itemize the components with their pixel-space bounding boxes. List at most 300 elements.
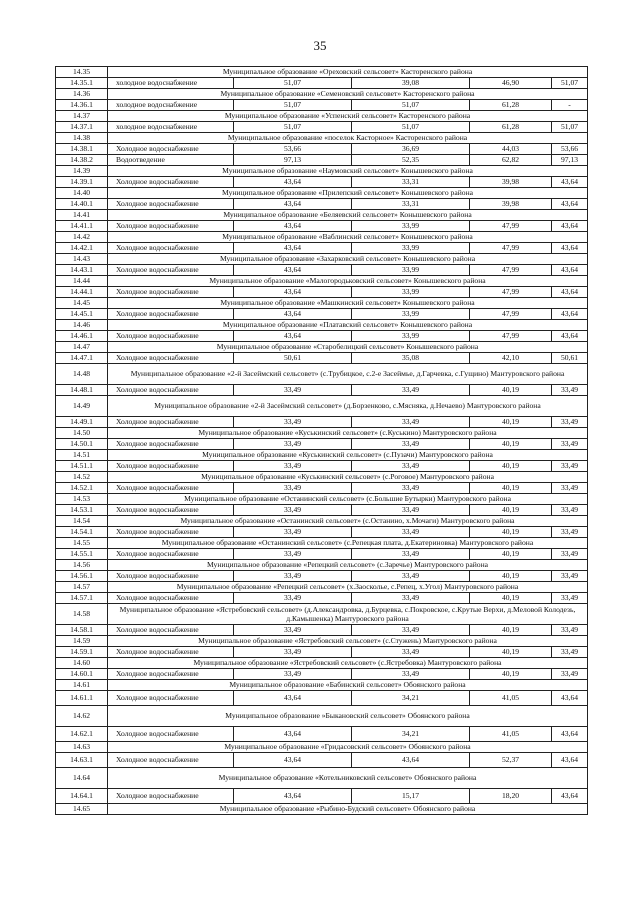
tariff-value: 36,69	[352, 144, 470, 155]
service-name: холодное водоснабжение	[108, 78, 234, 89]
row-code: 14.45	[56, 298, 108, 309]
row-code: 14.49.1	[56, 417, 108, 428]
tariff-value: 61,28	[470, 122, 552, 133]
row-code: 14.59.1	[56, 647, 108, 658]
tariff-value: 50,61	[552, 353, 588, 364]
tariff-value: 33,49	[552, 669, 588, 680]
row-code: 14.46	[56, 320, 108, 331]
tariff-value: 33,49	[234, 625, 352, 636]
tariff-value: 33,49	[552, 571, 588, 582]
table-row	[56, 331, 588, 342]
table-row	[56, 78, 588, 89]
row-code: 14.57	[56, 582, 108, 593]
section-row	[56, 516, 588, 527]
tariff-value: 43,64	[234, 265, 352, 276]
tariff-value: 62,82	[470, 155, 552, 166]
section-row	[56, 680, 588, 691]
row-code: 14.38	[56, 133, 108, 144]
row-code: 14.46.1	[56, 331, 108, 342]
tariff-value: 43,64	[234, 177, 352, 188]
row-code: 14.51.1	[56, 461, 108, 472]
row-code: 14.53.1	[56, 505, 108, 516]
municipality-title: Муниципальное образование «Ястребовский сельсовет» (д.Александровка, д.Бурцевка, с.Покровское, с.Крутые Верхи, д.Меловой Колодезь, д.Камышенка) Мантуровского района	[108, 604, 588, 625]
tariff-value: 33,49	[552, 647, 588, 658]
table-row	[56, 199, 588, 210]
tariff-value: 39,98	[470, 199, 552, 210]
row-code: 14.58	[56, 604, 108, 625]
service-name: Холодное водоснабжение	[108, 549, 234, 560]
section-row	[56, 804, 588, 815]
section-row	[56, 232, 588, 243]
table-row	[56, 571, 588, 582]
section-row	[56, 658, 588, 669]
service-name: Холодное водоснабжение	[108, 221, 234, 232]
tariff-value: 33,31	[352, 199, 470, 210]
municipality-title: Муниципальное образование «Ваблинский сельсовет» Конышевского района	[108, 232, 588, 243]
table-row	[56, 353, 588, 364]
service-name: Холодное водоснабжение	[108, 461, 234, 472]
table-row	[56, 789, 588, 804]
row-code: 14.45.1	[56, 309, 108, 320]
tariff-value: 33,99	[352, 309, 470, 320]
service-name: Холодное водоснабжение	[108, 753, 234, 768]
section-row	[56, 111, 588, 122]
row-code: 14.56.1	[56, 571, 108, 582]
municipality-title: Муниципальное образование «Останинский сельсовет» (с.Большие Бутырки) Мантуровского района	[108, 494, 588, 505]
service-name: Холодное водоснабжение	[108, 439, 234, 450]
tariff-value: 47,99	[470, 265, 552, 276]
row-code: 14.40	[56, 188, 108, 199]
row-code: 14.57.1	[56, 593, 108, 604]
tariff-value: 47,99	[470, 221, 552, 232]
tariff-value: 61,28	[470, 100, 552, 111]
service-name: Холодное водоснабжение	[108, 789, 234, 804]
section-row	[56, 428, 588, 439]
row-code: 14.39.1	[56, 177, 108, 188]
tariff-value: 41,05	[470, 727, 552, 742]
table-row	[56, 155, 588, 166]
tariff-value: 35,08	[352, 353, 470, 364]
section-row	[56, 494, 588, 505]
service-name: холодное водоснабжение	[108, 100, 234, 111]
row-code: 14.35.1	[56, 78, 108, 89]
tariff-value: 40,19	[470, 417, 552, 428]
table-row	[56, 309, 588, 320]
municipality-title: Муниципальное образование «Котельниковский сельсовет» Обоянского района	[108, 768, 588, 789]
tariff-value: 33,49	[352, 505, 470, 516]
section-row	[56, 210, 588, 221]
tariff-value: 39,08	[352, 78, 470, 89]
tariff-value: 33,49	[352, 549, 470, 560]
tariff-value: 51,07	[234, 100, 352, 111]
row-code: 14.63.1	[56, 753, 108, 768]
tariff-value: 97,13	[234, 155, 352, 166]
section-row	[56, 636, 588, 647]
tariff-table-body	[56, 67, 588, 815]
row-code: 14.36	[56, 89, 108, 100]
section-row	[56, 89, 588, 100]
tariff-value: 43,64	[234, 287, 352, 298]
municipality-title: Муниципальное образование «Малогородьковский сельсовет» Конышевского района	[108, 276, 588, 287]
service-name: Холодное водоснабжение	[108, 177, 234, 188]
tariff-value: 43,64	[552, 331, 588, 342]
tariff-value: 43,64	[552, 287, 588, 298]
section-row	[56, 298, 588, 309]
section-row	[56, 768, 588, 789]
row-code: 14.54	[56, 516, 108, 527]
row-code: 14.52.1	[56, 483, 108, 494]
table-row	[56, 100, 588, 111]
tariff-value: 43,64	[552, 727, 588, 742]
row-code: 14.50.1	[56, 439, 108, 450]
row-code: 14.55	[56, 538, 108, 549]
municipality-title: Муниципальное образование «Рыбино-Будский сельсовет» Обоянского района	[108, 804, 588, 815]
row-code: 14.60.1	[56, 669, 108, 680]
municipality-title: Муниципальное образование «Прилепский сельсовет» Конышевского района	[108, 188, 588, 199]
municipality-title: Муниципальное образование «Останинский сельсовет» (с.Репецкая плата, д.Екатериновка) Мантуровского района	[108, 538, 588, 549]
tariff-value: 53,66	[552, 144, 588, 155]
table-row	[56, 549, 588, 560]
tariff-value: 52,37	[470, 753, 552, 768]
service-name: Холодное водоснабжение	[108, 331, 234, 342]
municipality-title: Муниципальное образование «2-й Засеймский сельсовет» (д.Борзенково, с.Мясняка, д.Нечаево) Мантуровского района	[108, 396, 588, 417]
tariff-value: 52,35	[352, 155, 470, 166]
tariff-value: 43,64	[234, 331, 352, 342]
tariff-value: 51,07	[352, 100, 470, 111]
row-code: 14.58.1	[56, 625, 108, 636]
table-row	[56, 265, 588, 276]
tariff-value: 33,49	[352, 527, 470, 538]
tariff-value: 33,49	[552, 593, 588, 604]
section-row	[56, 450, 588, 461]
municipality-title: Муниципальное образование «Ястребовский сельсовет» (с.Стужень) Мантуровского района	[108, 636, 588, 647]
row-code: 14.61.1	[56, 691, 108, 706]
tariff-value: 33,49	[352, 571, 470, 582]
row-code: 14.37	[56, 111, 108, 122]
tariff-value: 33,99	[352, 221, 470, 232]
row-code: 14.51	[56, 450, 108, 461]
tariff-value: 53,66	[234, 144, 352, 155]
service-name: Холодное водоснабжение	[108, 593, 234, 604]
row-code: 14.42	[56, 232, 108, 243]
row-code: 14.37.1	[56, 122, 108, 133]
table-row	[56, 461, 588, 472]
service-name: холодное водоснабжение	[108, 122, 234, 133]
tariff-value: 33,49	[234, 417, 352, 428]
row-code: 14.48.1	[56, 385, 108, 396]
tariff-value: 33,49	[234, 461, 352, 472]
tariff-value: 40,19	[470, 385, 552, 396]
municipality-title: Муниципальное образование «Репецкий сельсовет» (с.Заречье) Мантуровского района	[108, 560, 588, 571]
service-name: Холодное водоснабжение	[108, 527, 234, 538]
table-row	[56, 505, 588, 516]
tariff-value: 47,99	[470, 309, 552, 320]
row-code: 14.48	[56, 364, 108, 385]
tariff-value: 33,49	[552, 483, 588, 494]
table-row	[56, 669, 588, 680]
tariff-value: 33,49	[234, 385, 352, 396]
table-row	[56, 593, 588, 604]
tariff-value: 43,64	[552, 243, 588, 254]
tariff-value: 40,19	[470, 527, 552, 538]
service-name: Водоотведение	[108, 155, 234, 166]
section-row	[56, 188, 588, 199]
section-row	[56, 320, 588, 331]
service-name: Холодное водоснабжение	[108, 571, 234, 582]
section-row	[56, 472, 588, 483]
service-name: Холодное водоснабжение	[108, 691, 234, 706]
tariff-value: 43,64	[352, 753, 470, 768]
municipality-title: Муниципальное образование «Куськинский сельсовет» (с.Пузачи) Мантуровского района	[108, 450, 588, 461]
section-row	[56, 604, 588, 625]
section-row	[56, 706, 588, 727]
service-name: Холодное водоснабжение	[108, 144, 234, 155]
table-row	[56, 177, 588, 188]
row-code: 14.62.1	[56, 727, 108, 742]
row-code: 14.40.1	[56, 199, 108, 210]
row-code: 14.41.1	[56, 221, 108, 232]
tariff-value: 33,49	[352, 669, 470, 680]
municipality-title: Муниципальное образование «поселок Касторное» Касторенского района	[108, 133, 588, 144]
tariff-value: 40,19	[470, 483, 552, 494]
row-code: 14.39	[56, 166, 108, 177]
tariff-value: 33,49	[234, 483, 352, 494]
tariff-value: 15,17	[352, 789, 470, 804]
tariff-value: 41,05	[470, 691, 552, 706]
page-number: 35	[313, 38, 327, 53]
row-code: 14.52	[56, 472, 108, 483]
service-name: Холодное водоснабжение	[108, 417, 234, 428]
tariff-value: 40,19	[470, 439, 552, 450]
tariff-value: 43,64	[234, 789, 352, 804]
tariff-value: 42,10	[470, 353, 552, 364]
municipality-title: Муниципальное образование «Гридасовский сельсовет» Обоянского района	[108, 742, 588, 753]
tariff-value: 47,99	[470, 243, 552, 254]
tariff-value: 33,99	[352, 287, 470, 298]
tariff-value: 33,49	[234, 647, 352, 658]
row-code: 14.38.1	[56, 144, 108, 155]
municipality-title: Муниципальное образование «Старобелицкий сельсовет» Конышевского района	[108, 342, 588, 353]
tariff-value: -	[552, 100, 588, 111]
municipality-title: Муниципальное образование «Куськинский сельсовет» (с.Куськино) Мантуровского района	[108, 428, 588, 439]
table-row	[56, 727, 588, 742]
municipality-title: Муниципальное образование «Куськинский сельсовет» (с.Роговое) Мантуровского района	[108, 472, 588, 483]
row-code: 14.64.1	[56, 789, 108, 804]
row-code: 14.62	[56, 706, 108, 727]
service-name: Холодное водоснабжение	[108, 647, 234, 658]
tariff-value: 33,49	[352, 417, 470, 428]
table-row	[56, 287, 588, 298]
service-name: Холодное водоснабжение	[108, 265, 234, 276]
municipality-title: Муниципальное образование «Успенский сельсовет» Касторенского района	[108, 111, 588, 122]
section-row	[56, 67, 588, 78]
tariff-value: 50,61	[234, 353, 352, 364]
tariff-value: 44,03	[470, 144, 552, 155]
tariff-value: 46,90	[470, 78, 552, 89]
row-code: 14.54.1	[56, 527, 108, 538]
section-row	[56, 166, 588, 177]
municipality-title: Муниципальное образование «Бабинский сельсовет» Обоянского района	[108, 680, 588, 691]
section-row	[56, 254, 588, 265]
section-row	[56, 538, 588, 549]
municipality-title: Муниципальное образование «Останинский сельсовет» (с.Останино, х.Мочаги) Мантуровского района	[108, 516, 588, 527]
tariff-value: 43,64	[234, 221, 352, 232]
service-name: Холодное водоснабжение	[108, 287, 234, 298]
tariff-value: 51,07	[234, 78, 352, 89]
tariff-value: 43,64	[234, 753, 352, 768]
row-code: 14.44	[56, 276, 108, 287]
table-row	[56, 221, 588, 232]
tariff-value: 33,49	[234, 593, 352, 604]
row-code: 14.38.2	[56, 155, 108, 166]
row-code: 14.59	[56, 636, 108, 647]
municipality-title: Муниципальное образование «Захарковский сельсовет» Конышевского района	[108, 254, 588, 265]
tariff-value: 34,21	[352, 727, 470, 742]
row-code: 14.35	[56, 67, 108, 78]
row-code: 14.55.1	[56, 549, 108, 560]
municipality-title: Муниципальное образование «Ястребовский сельсовет» (с.Ястребовка) Мантуровского района	[108, 658, 588, 669]
section-row	[56, 133, 588, 144]
tariff-table	[55, 66, 588, 815]
table-row	[56, 122, 588, 133]
table-row	[56, 417, 588, 428]
service-name: Холодное водоснабжение	[108, 353, 234, 364]
service-name: Холодное водоснабжение	[108, 309, 234, 320]
section-row	[56, 276, 588, 287]
tariff-value: 43,64	[234, 309, 352, 320]
tariff-value: 33,31	[352, 177, 470, 188]
table-row	[56, 753, 588, 768]
tariff-value: 33,49	[552, 385, 588, 396]
tariff-value: 33,49	[352, 439, 470, 450]
tariff-value: 40,19	[470, 625, 552, 636]
service-name: Холодное водоснабжение	[108, 483, 234, 494]
municipality-title: Муниципальное образование «Машкинский сельсовет» Конышевского района	[108, 298, 588, 309]
tariff-value: 43,64	[552, 753, 588, 768]
tariff-value: 33,49	[234, 549, 352, 560]
tariff-value: 33,49	[552, 461, 588, 472]
row-code: 14.47.1	[56, 353, 108, 364]
tariff-value: 33,49	[352, 461, 470, 472]
tariff-value: 43,64	[552, 691, 588, 706]
service-name: Холодное водоснабжение	[108, 669, 234, 680]
municipality-title: Муниципальное образование «Репецкий сельсовет» (х.Заосколье, с.Репец, х.Угол) Мантуровского района	[108, 582, 588, 593]
tariff-value: 33,49	[552, 505, 588, 516]
tariff-value: 33,49	[234, 669, 352, 680]
tariff-value: 43,64	[234, 199, 352, 210]
tariff-value: 40,19	[470, 461, 552, 472]
tariff-value: 33,99	[352, 243, 470, 254]
tariff-value: 40,19	[470, 669, 552, 680]
municipality-title: Муниципальное образование »Быкановский сельсовет» Обоянского района	[108, 706, 588, 727]
table-row	[56, 144, 588, 155]
table-row	[56, 385, 588, 396]
service-name: Холодное водоснабжение	[108, 385, 234, 396]
tariff-value: 33,49	[352, 593, 470, 604]
tariff-value: 33,49	[552, 527, 588, 538]
tariff-value: 33,49	[352, 625, 470, 636]
tariff-value: 33,99	[352, 331, 470, 342]
tariff-value: 40,19	[470, 549, 552, 560]
tariff-value: 51,07	[352, 122, 470, 133]
tariff-value: 43,64	[552, 309, 588, 320]
row-code: 14.60	[56, 658, 108, 669]
tariff-value: 33,49	[234, 505, 352, 516]
row-code: 14.49	[56, 396, 108, 417]
tariff-value: 47,99	[470, 287, 552, 298]
table-row	[56, 625, 588, 636]
tariff-value: 34,21	[352, 691, 470, 706]
section-row	[56, 560, 588, 571]
table-row	[56, 647, 588, 658]
tariff-value: 47,99	[470, 331, 552, 342]
section-row	[56, 582, 588, 593]
tariff-value: 33,49	[552, 549, 588, 560]
service-name: Холодное водоснабжение	[108, 243, 234, 254]
tariff-value: 33,49	[352, 385, 470, 396]
table-row	[56, 243, 588, 254]
tariff-value: 40,19	[470, 505, 552, 516]
section-row	[56, 342, 588, 353]
service-name: Холодное водоснабжение	[108, 199, 234, 210]
service-name: Холодное водоснабжение	[108, 505, 234, 516]
tariff-value: 40,19	[470, 647, 552, 658]
municipality-title: Муниципальное образование «2-й Засеймский сельсовет» (с.Трубицкое, с.2-е Засеймье, д.Гарчевка, с.Гущино) Мантуровского района	[108, 364, 588, 385]
municipality-title: Муниципальное образование «Беляевский сельсовет» Конышевского района	[108, 210, 588, 221]
tariff-value: 43,64	[234, 727, 352, 742]
tariff-value: 43,64	[552, 177, 588, 188]
tariff-value: 97,13	[552, 155, 588, 166]
row-code: 14.47	[56, 342, 108, 353]
service-name: Холодное водоснабжение	[108, 625, 234, 636]
row-code: 14.44.1	[56, 287, 108, 298]
tariff-value: 33,49	[552, 417, 588, 428]
row-code: 14.43	[56, 254, 108, 265]
tariff-value: 39,98	[470, 177, 552, 188]
municipality-title: Муниципальное образование «Семеновский сельсовет» Касторенского района	[108, 89, 588, 100]
municipality-title: Муниципальное образование «Наумовский сельсовет» Конышевского района	[108, 166, 588, 177]
tariff-value: 51,07	[234, 122, 352, 133]
tariff-value: 43,64	[552, 221, 588, 232]
table-row	[56, 691, 588, 706]
row-code: 14.64	[56, 768, 108, 789]
row-code: 14.63	[56, 742, 108, 753]
tariff-value: 51,07	[552, 78, 588, 89]
tariff-value: 40,19	[470, 593, 552, 604]
tariff-value: 33,49	[552, 625, 588, 636]
tariff-value: 33,49	[352, 647, 470, 658]
table-row	[56, 483, 588, 494]
row-code: 14.43.1	[56, 265, 108, 276]
table-row	[56, 527, 588, 538]
tariff-value: 33,99	[352, 265, 470, 276]
tariff-value: 43,64	[234, 691, 352, 706]
service-name: Холодное водоснабжение	[108, 727, 234, 742]
tariff-value: 43,64	[234, 243, 352, 254]
row-code: 14.61	[56, 680, 108, 691]
tariff-value: 18,20	[470, 789, 552, 804]
municipality-title: Муниципальное образование «Ореховский сельсовет» Касторенского района	[108, 67, 588, 78]
row-code: 14.41	[56, 210, 108, 221]
row-code: 14.42.1	[56, 243, 108, 254]
tariff-value: 43,64	[552, 199, 588, 210]
row-code: 14.36.1	[56, 100, 108, 111]
table-row	[56, 439, 588, 450]
tariff-value: 33,49	[234, 571, 352, 582]
section-row	[56, 742, 588, 753]
section-row	[56, 364, 588, 385]
municipality-title: Муниципальное образование «Платавский сельсовет» Конышевского района	[108, 320, 588, 331]
